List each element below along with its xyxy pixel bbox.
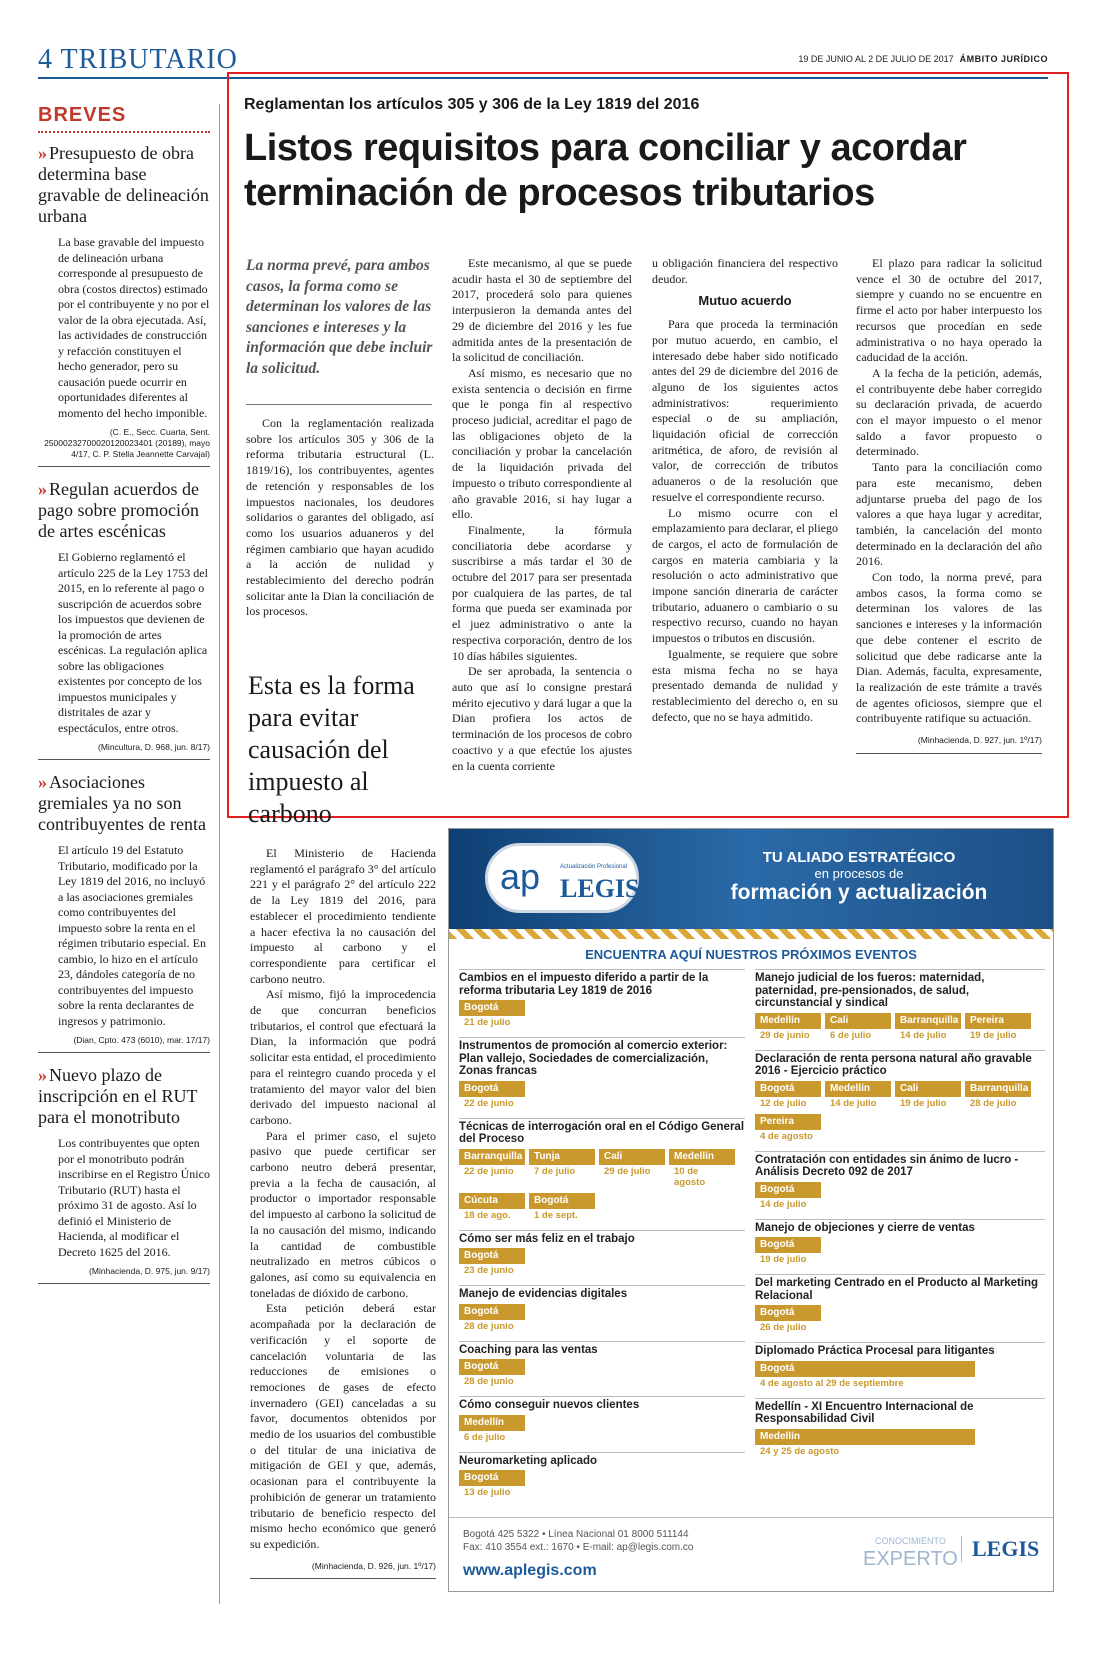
event-title: Manejo de objeciones y cierre de ventas: [755, 1219, 1045, 1235]
decorative-border: [449, 929, 1053, 939]
article-supertitle: Reglamentan los artículos 305 y 306 de la Ley 1819 del 2016: [244, 96, 700, 113]
legis-logo: LEGIS: [961, 1536, 1039, 1562]
events-left: [459, 969, 745, 1507]
event-city: Bogotá: [755, 1305, 821, 1321]
breve-title: [38, 479, 210, 542]
event-title: Del marketing Centrado en el Producto al Marketing Relacional: [755, 1274, 1045, 1302]
event-chip: [459, 1248, 525, 1277]
event-chips: [755, 1182, 1045, 1211]
paragraph: Con todo, la norma prevé, para ambos casos, la forma como se determinan los valores de las sanciones e intereses y la información que debe contener el escrito de solicitud que debe radicarse ante la Dian. Además, faculta, expresamente, la realización de este trámite a través de agentes oficiosos, siempre que el contribuyente ratifique su actuación.: [856, 570, 1042, 726]
event-city: Bogotá: [755, 1361, 975, 1377]
paragraph: Tanto para la conciliación como para este mecanismo, deben adjuntarse prueba del pago de los valores a que haya lugar y acreditar, también, la cancelación del monto determinado en la declaración del año 2016.: [856, 460, 1042, 569]
event-title: Instrumentos de promoción al comercio exterior: Plan vallejo, Sociedades de comercialización, Zonas francas: [459, 1037, 745, 1078]
event-city: Cali: [825, 1013, 891, 1029]
article-col1: Con la reglamentación realizada sobre los artículos 305 y 306 de la reforma tributaria estructural (L. 1819/16), los contribuyentes, agentes de retención y responsables de los impuestos nacionales, los deudores solidarios o garantes del obligado, así como los usuarios aduaneros y del régimen cambiario que hayan acudido a la acción de nulidad y restablecimiento del derecho podrán solicitar ante la Dian la conciliación de los procesos.: [246, 416, 434, 619]
event-date: 22 de junio: [464, 1165, 514, 1177]
event-date: 26 de julio: [760, 1322, 807, 1333]
event-chip: [459, 1081, 525, 1110]
article-title: Listos requisitos para conciliar y acordar terminación de procesos tributarios: [244, 127, 967, 214]
event-date: 19 de julio: [760, 1254, 807, 1265]
event-city: Bogotá: [459, 1470, 525, 1486]
event-item[interactable]: [755, 1219, 1045, 1267]
events-right: [755, 969, 1045, 1466]
event-city: Bogotá: [755, 1182, 821, 1198]
event-chip: [825, 1013, 891, 1042]
event-city: Bogotá: [529, 1193, 595, 1209]
event-item[interactable]: [755, 969, 1045, 1042]
event-date: 28 de julio: [970, 1097, 1017, 1109]
event-date: 29 de junio: [760, 1029, 810, 1041]
col3-intro: u obligación financiera del respectivo deudor.: [652, 256, 838, 286]
event-title: Neuromarketing aplicado: [459, 1452, 745, 1468]
event-chip: [459, 1304, 525, 1333]
event-item[interactable]: [459, 1285, 745, 1333]
breve-source: (C. E., Secc. Cuarta, Sent. 25000232700020120023401 (20189), mayo 4/17, C. P. Stella Jeannette Carvajal): [38, 427, 210, 467]
event-title: Cómo conseguir nuevos clientes: [459, 1396, 745, 1412]
ad-contact: Bogotá 425 5322 • Línea Nacional 01 8000 511144 Fax: 410 3554 ext.: 1670 • E-mail: ap@legis.com.co: [463, 1529, 694, 1553]
event-chip: [459, 1415, 525, 1444]
event-item[interactable]: [459, 1230, 745, 1278]
event-title: Declaración de renta persona natural año gravable 2016 - Ejercicio práctico: [755, 1050, 1045, 1078]
event-chip: [755, 1013, 821, 1042]
breve-body: Los contribuyentes que opten por el monotributo podrán inscribirse en el Registro Único Tributario (RUT) hasta el próximo 31 de agosto. Así lo definió el Ministerio de Hacienda, al modificar el Decreto 1625 del 2016.: [58, 1136, 210, 1259]
aplegis-logo: ap Actualización Profesional LEGIS: [485, 843, 639, 913]
paragraph: El plazo para radicar la solicitud vence el 30 de octubre del 2017, siempre y cuando no se encuentre en firme el acto por haber interpuesto los recursos que procedían en sede administrativa o no haya operado la caducidad de la acción.: [856, 256, 1042, 365]
event-date: 28 de junio: [464, 1320, 514, 1332]
event-item[interactable]: [459, 1118, 745, 1222]
breves-column: [38, 104, 210, 1296]
event-title: Cambios en el impuesto diferido a partir de la reforma tributaria Ley 1819 de 2016: [459, 969, 745, 997]
article-col3: [652, 256, 838, 725]
breve-title-text: Regulan acuerdos de pago sobre promoción de artes escénicas: [38, 479, 199, 541]
breve-source: (Dian, Cpto. 473 (6010), mar. 17/17): [38, 1035, 210, 1053]
event-date: 7 de julio: [534, 1165, 576, 1177]
event-item[interactable]: [755, 1342, 1045, 1390]
ad-slogan: TU ALIADO ESTRATÉGICO en procesos de formación y actualización: [730, 849, 988, 904]
breve-body: La base gravable del impuesto de delineación urbana corresponde al presupuesto de obra (costos directos) estimado por el contribuyente y no por el valor de la obra ejecutada. Así, las actividades de construcción y refacción constituyen el hecho generador, pero su causación puede ocurrir en oportunidades diferentes al momento del hecho imponible.: [58, 235, 210, 420]
event-title: Manejo de evidencias digitales: [459, 1285, 745, 1301]
event-chips: [755, 1361, 1045, 1390]
article-lead: La norma prevé, para ambos casos, la forma como se determinan los valores de las sanciones e intereses y la información que debe incluir la solicitud.: [246, 257, 433, 377]
event-title: Técnicas de interrogación oral en el Código General del Proceso: [459, 1118, 745, 1146]
event-chip: [895, 1081, 961, 1110]
event-item[interactable]: [459, 1396, 745, 1444]
event-city: Cúcuta: [459, 1193, 525, 1209]
issue-date: 19 DE JUNIO AL 2 DE JULIO DE 2017 ÁMBITO JURÍDICO: [798, 54, 1048, 64]
ad-url[interactable]: www.aplegis.com: [463, 1562, 597, 1579]
paragraph: Finalmente, la fórmula conciliatoria debe acordarse y suscribirse a más tardar el 30 de octubre del 2017 para ser presentada por cualquiera de las partes, de tal forma que pueda ser examinada por el juez administrativo o ante la respectiva corporación, dentro de los 10 días hábiles siguientes.: [452, 522, 632, 663]
event-chips: [459, 1248, 745, 1277]
event-date: 4 de agosto: [760, 1130, 813, 1142]
breve-source: (Mincultura, D. 968, jun. 8/17): [38, 742, 210, 760]
article-source: (Minhacienda, D. 927, jun. 1º/17): [856, 733, 1042, 754]
event-city: Pereira: [755, 1114, 821, 1130]
event-chips: [459, 1470, 745, 1499]
article-col2: [452, 256, 632, 774]
event-title: Coaching para las ventas: [459, 1341, 745, 1357]
article2-source: (Minhacienda, D. 926, jun. 1º/17): [250, 1559, 436, 1580]
section-title: 4 TRIBUTARIO: [38, 44, 238, 75]
paragraph: Para el primer caso, el sujeto pasivo que puede certificar ser carbono neutro deberá presentar, previa a la fecha de causación, al productor o importador responsable del impuesto al carbono la solicitud de la no causación del mismo, indicando la cantidad de combustible neutralizado en metros cúbicos o galones, así como su equivalencia en toneladas de dióxido de carbono.: [250, 1128, 436, 1300]
article2-body: [250, 846, 436, 1579]
event-chips: [755, 1237, 1045, 1266]
paragraph: Este mecanismo, al que se puede acudir hasta el 30 de septiembre del 2017, procederá solo para quienes interpusieron la demanda antes del 29 de diciembre del 2016 y les fue admitida antes de la presentación de la solicitud de conciliación.: [452, 256, 632, 365]
lead-rule: [246, 404, 432, 405]
event-chips: [755, 1081, 1045, 1143]
event-item[interactable]: [755, 1151, 1045, 1211]
subhead-mutuo-acuerdo: Mutuo acuerdo: [698, 293, 792, 309]
event-chips: [755, 1429, 1045, 1458]
event-chip: [755, 1081, 821, 1110]
paragraph: Así mismo, fijó la improcedencia de que concurran beneficios tributarios, el control que efectuará la Dian, la información que podrá solicitar esta entidad, el procedimiento para el reintegro cuando proceda y el tratamiento del mayor valor del bien derivado del impuesto nacional al carbono.: [250, 987, 436, 1127]
event-city: Bogotá: [459, 1304, 525, 1320]
event-item[interactable]: [755, 1398, 1045, 1458]
event-city: Medellín: [669, 1149, 735, 1165]
event-item[interactable]: [459, 969, 745, 1029]
event-date: 6 de julio: [464, 1431, 506, 1443]
event-item[interactable]: [459, 1452, 745, 1500]
event-date: 22 de junio: [464, 1097, 514, 1109]
event-item[interactable]: [459, 1037, 745, 1110]
event-city: Bogotá: [755, 1081, 821, 1097]
event-chip: [459, 1000, 525, 1029]
breve-body: El artículo 19 del Estatuto Tributario, modificado por la Ley 1819 del 2016, no incluyó a las asociaciones gremiales como contribuyentes del impuesto sobre la renta en el régimen tributario especial. En cambio, lo hizo en el artículo 23, dándoles categoría de no contribuyentes del impuesto sobre la renta declarantes de ingresos y patrimonio.: [58, 843, 206, 1028]
event-chip: [669, 1149, 735, 1189]
event-chip: [529, 1193, 595, 1222]
event-city: Barranquilla: [965, 1081, 1031, 1097]
chevron-right-icon: »: [38, 1065, 47, 1085]
event-chip: [825, 1081, 891, 1110]
breve-title-text: Asociaciones gremiales ya no son contribuyentes de renta: [38, 772, 206, 834]
event-date: 12 de julio: [760, 1097, 807, 1109]
ad-banner: [449, 829, 1053, 929]
breve-title-text: Nuevo plazo de inscripción en el RUT para el monotributo: [38, 1065, 198, 1127]
article-col4: [856, 256, 1042, 754]
event-city: Medellín: [825, 1081, 891, 1097]
event-chip: [599, 1149, 665, 1189]
paragraph: Esta petición deberá estar acompañada por la declaración de verificación y el soporte de cancelación voluntaria de las reducciones de emisiones o remociones de gases de efecto invernadero (GEI) canceladas a su favor, documentos obtenidos por medio de los usuarios del combustible o del titular de una iniciativa de mitigación de GEI y que, además, ocasionan para el contribuyente la prohibición de generar un tratamiento tributario de beneficio respecto del mismo hecho económico que generó su expedición.: [250, 1301, 436, 1551]
event-date: 19 de julio: [900, 1097, 947, 1109]
event-chip: [459, 1470, 525, 1499]
column-divider: [219, 104, 220, 1604]
event-city: Pereira: [965, 1013, 1031, 1029]
event-date: 28 de junio: [464, 1376, 514, 1387]
event-chips: [755, 1013, 1045, 1042]
breve-body: El Gobierno reglamentó el artículo 225 de la Ley 1753 del 2015, en lo referente al pago o suscripción de acuerdos sobre los impuestos que devienen de la promoción de artes escénicas. La regulación aplica sobre las obligaciones existentes por concepto de los impuestos municipales y distritales de azar y espectáculos, entre otros.: [58, 550, 208, 735]
event-chips: [459, 1415, 745, 1444]
paragraph: A la fecha de la petición, además, el contribuyente debe haber corregido su declaración privada, de acuerdo con el mayor impuesto o el menor saldo a favor propuesto o determinado.: [856, 365, 1042, 459]
paragraph: De ser aprobada, la sentencia o auto que así lo consigne prestará mérito ejecutivo y dará lugar a que la Dian profiera los actos de terminación de los procesos de cobro coactivo y a que efectúe los ajustes en la cuenta corriente: [452, 664, 632, 773]
event-chips: [459, 1304, 745, 1333]
event-chips: [459, 1000, 745, 1029]
event-chip: [755, 1429, 975, 1458]
event-city: Bogotá: [459, 1000, 525, 1016]
paragraph: Así mismo, es necesario que no exista sentencia o decisión en firme que le ponga fin al respectivo proceso judicial, acreditar el pago de las obligaciones objeto de la conciliación y probar la cancelación de la liquidación privada del impuesto o tributo correspondiente al año gravable 2016, si hay lugar a ello.: [452, 365, 632, 522]
event-date: 21 de julio: [464, 1017, 511, 1028]
chevron-right-icon: »: [38, 479, 47, 499]
breve-title: [38, 1065, 210, 1128]
event-chip: [965, 1013, 1031, 1042]
event-city: Medellín: [755, 1013, 821, 1029]
article2-title: Esta es la forma para evitar causación del impuesto al carbono: [248, 671, 415, 828]
event-city: Bogotá: [459, 1081, 525, 1097]
event-title: Medellín - XI Encuentro Internacional de Responsabilidad Civil: [755, 1398, 1045, 1426]
event-item[interactable]: [755, 1274, 1045, 1334]
event-chip: [895, 1013, 961, 1042]
event-chip: [755, 1182, 821, 1211]
event-item[interactable]: [755, 1050, 1045, 1143]
events-heading: ENCUENTRA AQUÍ NUESTROS PRÓXIMOS EVENTOS: [585, 947, 917, 962]
event-city: Bogotá: [755, 1237, 821, 1253]
event-city: Bogotá: [459, 1248, 525, 1264]
paragraph: El Ministerio de Hacienda reglamentó el parágrafo 3° del artículo 221 y el parágrafo 2° del artículo 222 de la Ley 1819 del 2016, para establecer el procedimiento tendiente a hacer efectiva la no causación del impuesto al carbono y el correspondiente para certificar el carbono neutro.: [250, 846, 436, 986]
event-city: Cali: [895, 1081, 961, 1097]
paragraph: Para que proceda la terminación por mutuo acuerdo, en cambio, el interesado debe haber sido notificado antes del 29 de diciembre del 2016 de alguno de los siguientes actos administrativos: requerimiento especial o de su ampliación, liquidación oficial de corrección aritmética, de aforo, de revisión al valor, de corrección de tributos aduaneros o de la resolución que resuelve el correspondiente recurso.: [652, 317, 838, 504]
event-date: 14 de julio: [900, 1029, 947, 1041]
conocimiento-experto-logo: CONOCIMIENTO EXPERTO: [863, 1536, 958, 1570]
event-city: Medellín: [755, 1429, 975, 1445]
breves-label: BREVES: [38, 104, 210, 133]
event-city: Barranquilla: [895, 1013, 961, 1029]
event-chip: [459, 1359, 525, 1388]
event-city: Medellín: [459, 1415, 525, 1431]
event-chips: [459, 1359, 745, 1388]
event-title: Manejo judicial de los fueros: maternidad, paternidad, pre-pensionados, de salud, circunstancial y sindical: [755, 969, 1045, 1010]
event-date: 19 de julio: [970, 1029, 1017, 1041]
event-date: 18 de ago.: [464, 1209, 511, 1221]
event-chip: [755, 1361, 975, 1390]
paragraph: Lo mismo ocurre con el emplazamiento para declarar, el pliego de cargos, el acto de formulación de cargos en materia cambiaria y la resolución o acto administrativo que impone sanción dineraria de carácter tributario, aduanero o cambiario o su respectivo recurso, cuando no hayan impuestos o tributos en discusión.: [652, 505, 838, 646]
chevron-right-icon: »: [38, 143, 47, 163]
event-chip: [755, 1114, 821, 1143]
event-date: 14 de julio: [830, 1097, 877, 1109]
event-date: 14 de julio: [760, 1198, 807, 1210]
breve-title-text: Presupuesto de obra determina base gravable de delineación urbana: [38, 143, 209, 226]
event-city: Tunja: [529, 1149, 595, 1165]
event-date: 29 de julio: [604, 1165, 651, 1177]
paragraph: Igualmente, se requiere que sobre esta misma fecha no se haya presentado demanda de nulidad y restablecimiento del derecho o, en su defecto, que no se haya admitido.: [652, 646, 838, 724]
event-chips: [459, 1149, 745, 1222]
event-chips: [755, 1305, 1045, 1334]
event-title: Cómo ser más feliz en el trabajo: [459, 1230, 745, 1246]
event-city: Cali: [599, 1149, 665, 1165]
ad-footer: [449, 1517, 1053, 1591]
legis-advertisement[interactable]: [448, 828, 1054, 1592]
event-date: 4 de agosto al 29 de septiembre: [760, 1377, 904, 1389]
breve-title: [38, 143, 210, 227]
event-date: 23 de junio: [464, 1265, 514, 1276]
event-chip: [965, 1081, 1031, 1110]
event-title: Diplomado Práctica Procesal para litigantes: [755, 1342, 1045, 1358]
event-city: Barranquilla: [459, 1149, 525, 1165]
event-chips: [459, 1081, 745, 1110]
event-title: Contratación con entidades sin ánimo de lucro - Análisis Decreto 092 de 2017: [755, 1151, 1045, 1179]
event-date: 1 de sept.: [534, 1209, 578, 1221]
event-date: 10 de agosto: [674, 1165, 706, 1188]
event-city: Bogotá: [459, 1359, 525, 1375]
event-date: 13 de julio: [464, 1487, 511, 1498]
event-date: 24 y 25 de agosto: [760, 1445, 840, 1457]
event-item[interactable]: [459, 1341, 745, 1389]
event-chip: [755, 1305, 821, 1334]
event-chip: [755, 1237, 821, 1266]
event-chip: [459, 1193, 525, 1222]
event-date: 6 de julio: [830, 1029, 872, 1041]
event-chip: [459, 1149, 525, 1189]
chevron-right-icon: »: [38, 772, 47, 792]
event-chip: [529, 1149, 595, 1189]
breve-source: (Minhacienda, D. 975, jun. 9/17): [38, 1266, 210, 1284]
breve-title: [38, 772, 210, 835]
